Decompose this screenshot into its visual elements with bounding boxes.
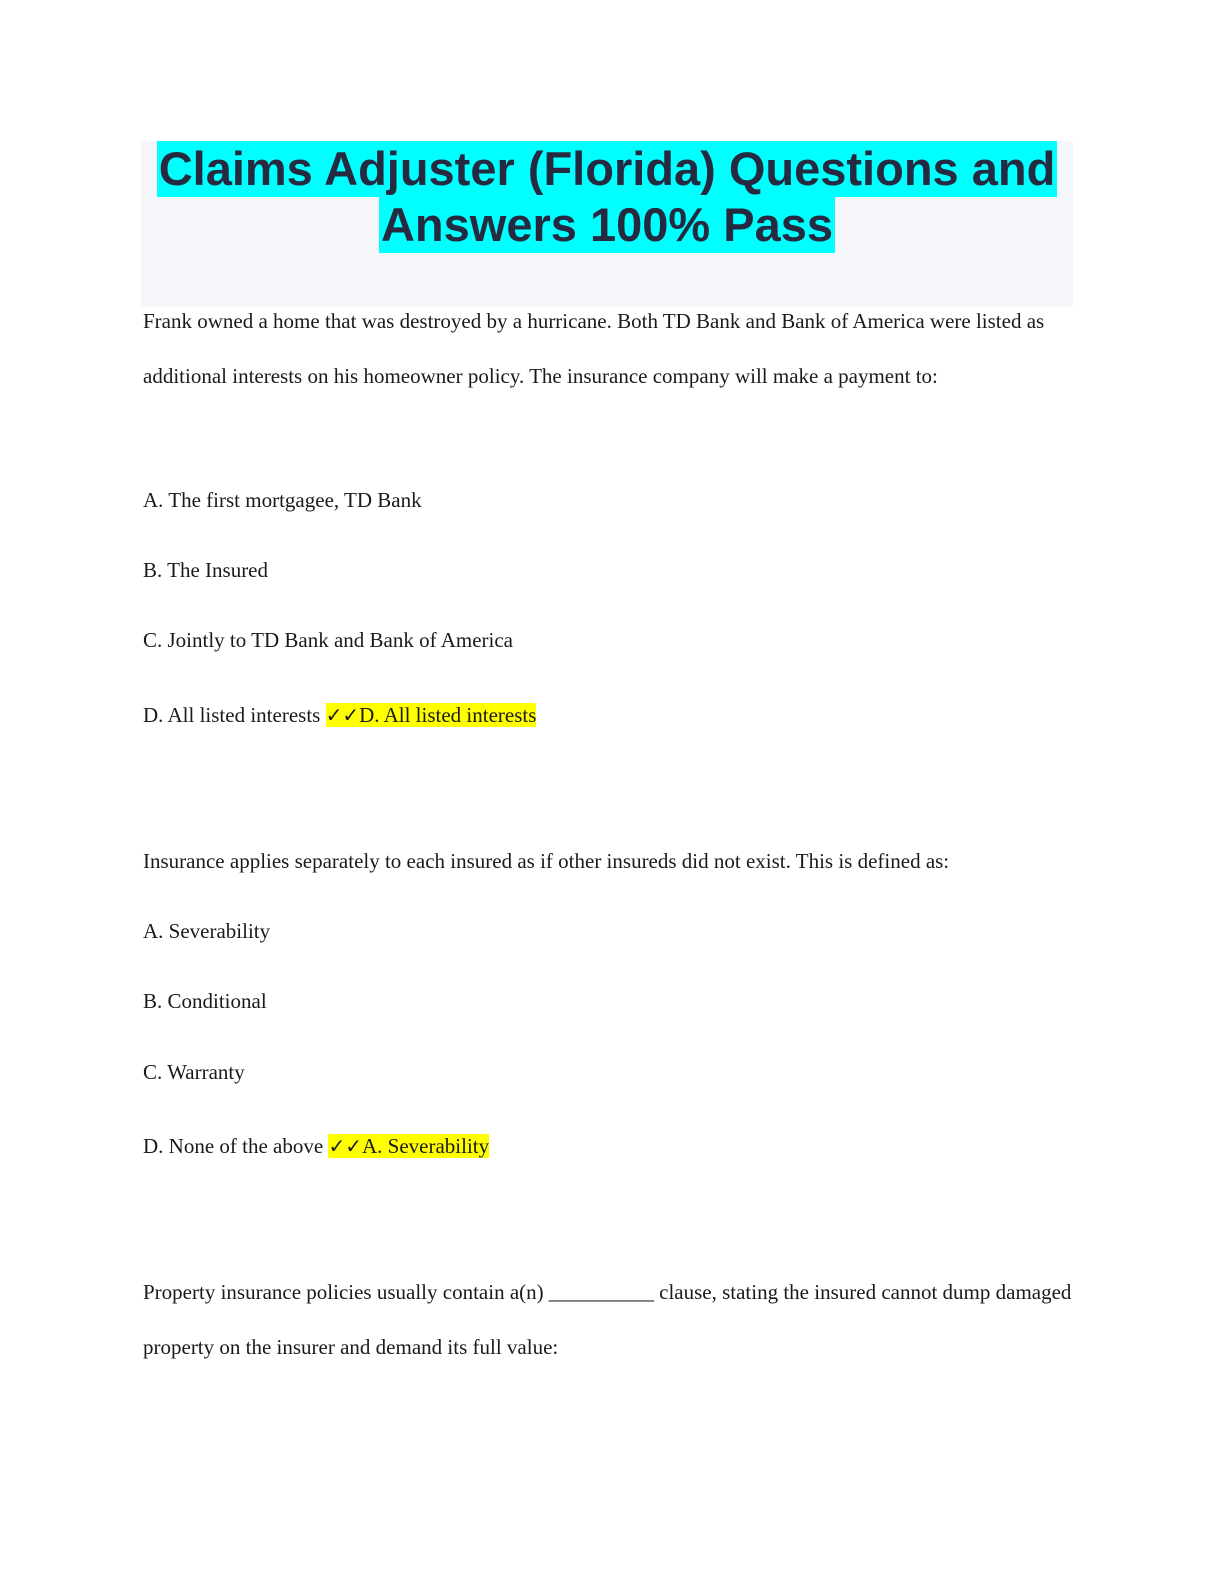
document-title [141, 141, 1073, 307]
question-1-option-b: B. The Insured [143, 558, 269, 582]
question-2-option-b: B. Conditional [143, 989, 267, 1013]
question-2-text: Insurance applies separately to each insured as if other insureds did not exist. This is defined as: [143, 849, 950, 873]
question-2-option-c: C. Warranty [143, 1060, 245, 1084]
question-2-option-a: A. Severability [143, 919, 271, 943]
title-line-2: Answers 100% Pass [380, 198, 833, 251]
title-line-1: Claims Adjuster (Florida) Questions and [158, 142, 1056, 195]
question-3-text: Property insurance policies usually contain a(n) __________ clause, stating the insured cannot dump damaged property on the insurer and demand its full value: [143, 1280, 1072, 1359]
checkmark-icon: ✓✓ [325, 703, 360, 727]
question-1-text: Frank owned a home that was destroyed by a hurricane. Both TD Bank and Bank of America were listed as additional interests on his homeowner policy. The insurance company will make a payment to: [143, 309, 1045, 388]
question-1-answer [326, 703, 537, 727]
checkmark-icon: ✓✓ [328, 1134, 362, 1158]
question-2-answer-text: A. Severability [361, 1134, 490, 1158]
question-1-answer-text: D. All listed interests [359, 703, 537, 727]
question-1-option-c: C. Jointly to TD Bank and Bank of America [143, 628, 513, 652]
question-1-option-d-label: D. All listed interests [143, 703, 321, 727]
question-1-option-a: A. The first mortgagee, TD Bank [143, 488, 422, 512]
question-2-option-d-label: D. None of the above [143, 1134, 324, 1158]
question-1-option-d [143, 701, 536, 729]
question-2-answer [328, 1134, 489, 1158]
question-2-option-d [143, 1132, 489, 1160]
